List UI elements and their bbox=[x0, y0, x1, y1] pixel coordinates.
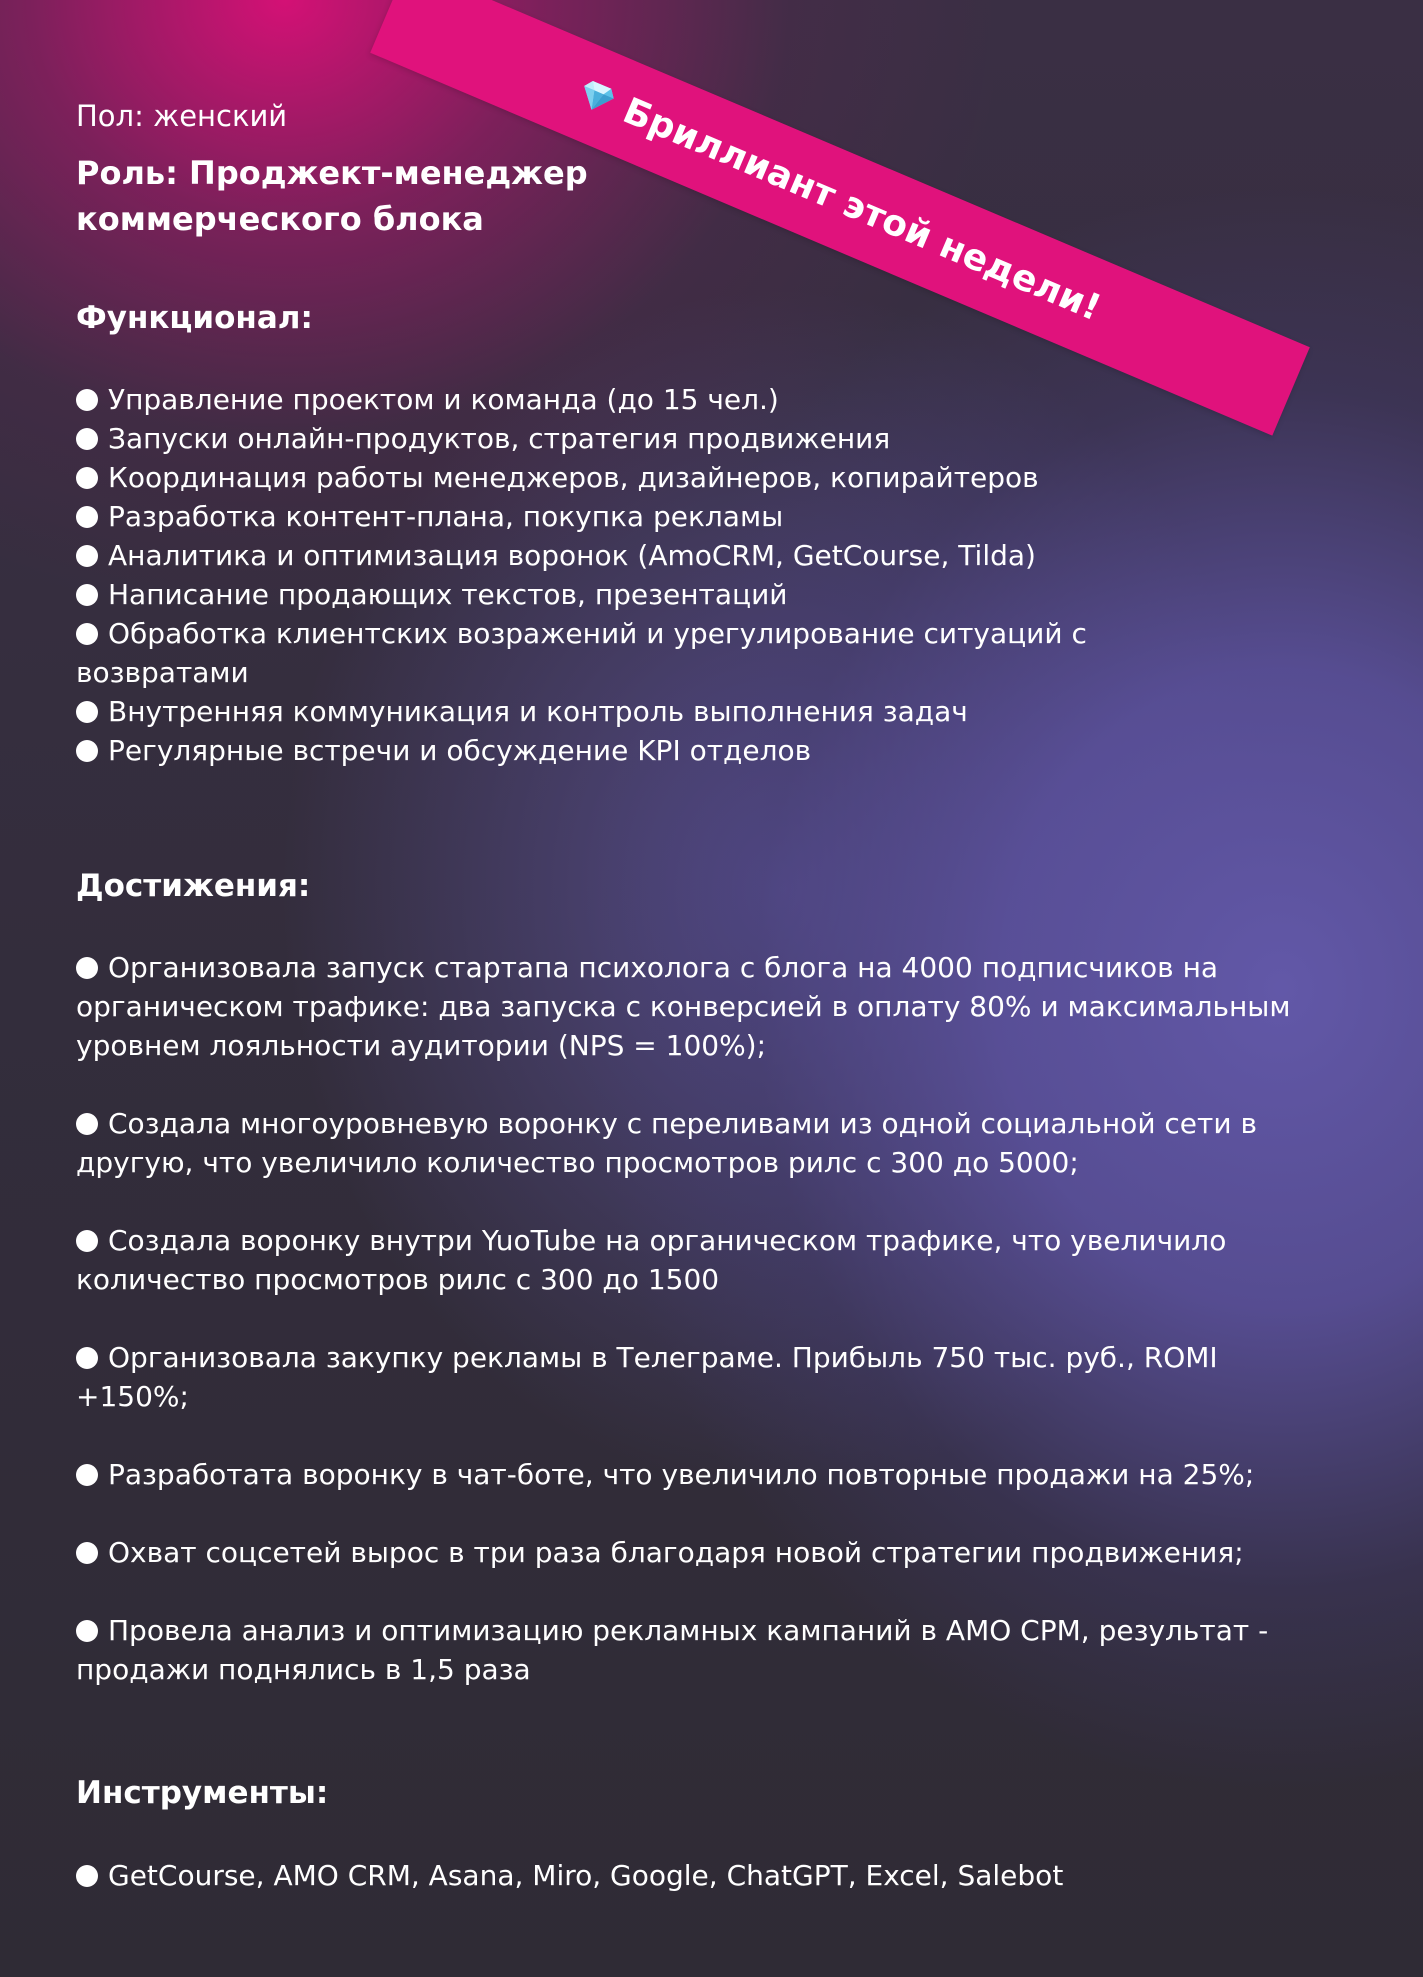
functional-item: Написание продающих текстов, презентаций bbox=[76, 575, 1376, 614]
functional-list bbox=[76, 380, 1376, 770]
tools-list bbox=[76, 1856, 1376, 1895]
bullet-icon bbox=[76, 740, 98, 762]
bullet-icon bbox=[76, 1113, 98, 1135]
role-title: Роль: Проджект-менеджер коммерческого блока bbox=[76, 153, 588, 238]
functional-item: Разработка контент-плана, покупка рекламы bbox=[76, 497, 1376, 536]
bullet-icon bbox=[76, 428, 98, 450]
tools-item: GetCourse, AMO CRM, Asana, Miro, Google, ChatGPT, Excel, Salebot bbox=[76, 1856, 1376, 1895]
achievement-item: Организовала закупку рекламы в Телеграме. Прибыль 750 тыс. руб., ROMI +150%; bbox=[76, 1341, 1218, 1414]
bullet-icon bbox=[76, 957, 98, 979]
bullet-icon bbox=[76, 623, 98, 645]
bullet-icon bbox=[76, 1464, 98, 1486]
bullet-icon bbox=[76, 584, 98, 606]
achievement-item: Создала многоуровневую воронку с переливами из одной социальной сети в другую, что увеличило количество просмотров рилс с 300 до 5000; bbox=[76, 1107, 1257, 1180]
functional-item: Аналитика и оптимизация воронок (AmoCRM, GetCourse, Tilda) bbox=[76, 536, 1376, 575]
bullet-icon bbox=[76, 1542, 98, 1564]
bullet-icon bbox=[76, 389, 98, 411]
bullet-icon bbox=[76, 1620, 98, 1642]
achievement-item: Организовала запуск стартапа психолога с блога на 4000 подписчиков на органическом трафике: два запуска с конверсией в оплату 80% и максимальным уровнем лояльности аудитории (NPS = 100%); bbox=[76, 951, 1291, 1063]
tools-heading: Инструменты: bbox=[76, 1775, 329, 1812]
functional-item: Регулярные встречи и обсуждение KPI отделов bbox=[76, 731, 1376, 770]
bullet-icon bbox=[76, 1230, 98, 1252]
functional-item: Запуски онлайн-продуктов, стратегия продвижения bbox=[76, 419, 1376, 458]
bullet-icon bbox=[76, 1347, 98, 1369]
bullet-icon bbox=[76, 467, 98, 489]
functional-item: Управление проектом и команда (до 15 чел.) bbox=[76, 380, 1376, 419]
achievement-item: Провела анализ и оптимизацию рекламных кампаний в АМО СРМ, результат - продажи поднялись в 1,5 раза bbox=[76, 1614, 1269, 1687]
functional-item: Внутренняя коммуникация и контроль выполнения задач bbox=[76, 692, 1376, 731]
achievements-heading: Достижения: bbox=[76, 867, 311, 904]
functional-item: Координация работы менеджеров, дизайнеров, копирайтеров bbox=[76, 458, 1376, 497]
bullet-icon bbox=[76, 545, 98, 567]
bullet-icon bbox=[76, 1865, 98, 1887]
achievements-list bbox=[76, 948, 1376, 1689]
functional-item: Обработка клиентских возражений и урегулирование ситуаций с возвратами bbox=[76, 616, 1087, 689]
gender-label: Пол: женский bbox=[76, 99, 288, 133]
functional-heading: Функционал: bbox=[76, 299, 313, 336]
bullet-icon bbox=[76, 506, 98, 528]
achievement-item: Создала воронку внутри YuoTube на органическом трафике, что увеличило количество просмотров рилс с 300 до 1500 bbox=[76, 1224, 1227, 1297]
bullet-icon bbox=[76, 701, 98, 723]
ribbon-text: Бриллиант этой недели! bbox=[617, 89, 1107, 329]
resume-card bbox=[76, 98, 1376, 1895]
achievement-item: Разработата воронку в чат-боте, что увеличило повторные продажи на 25%; bbox=[76, 1455, 1376, 1494]
achievement-item: Охват соцсетей вырос в три раза благодаря новой стратегии продвижения; bbox=[76, 1533, 1376, 1572]
